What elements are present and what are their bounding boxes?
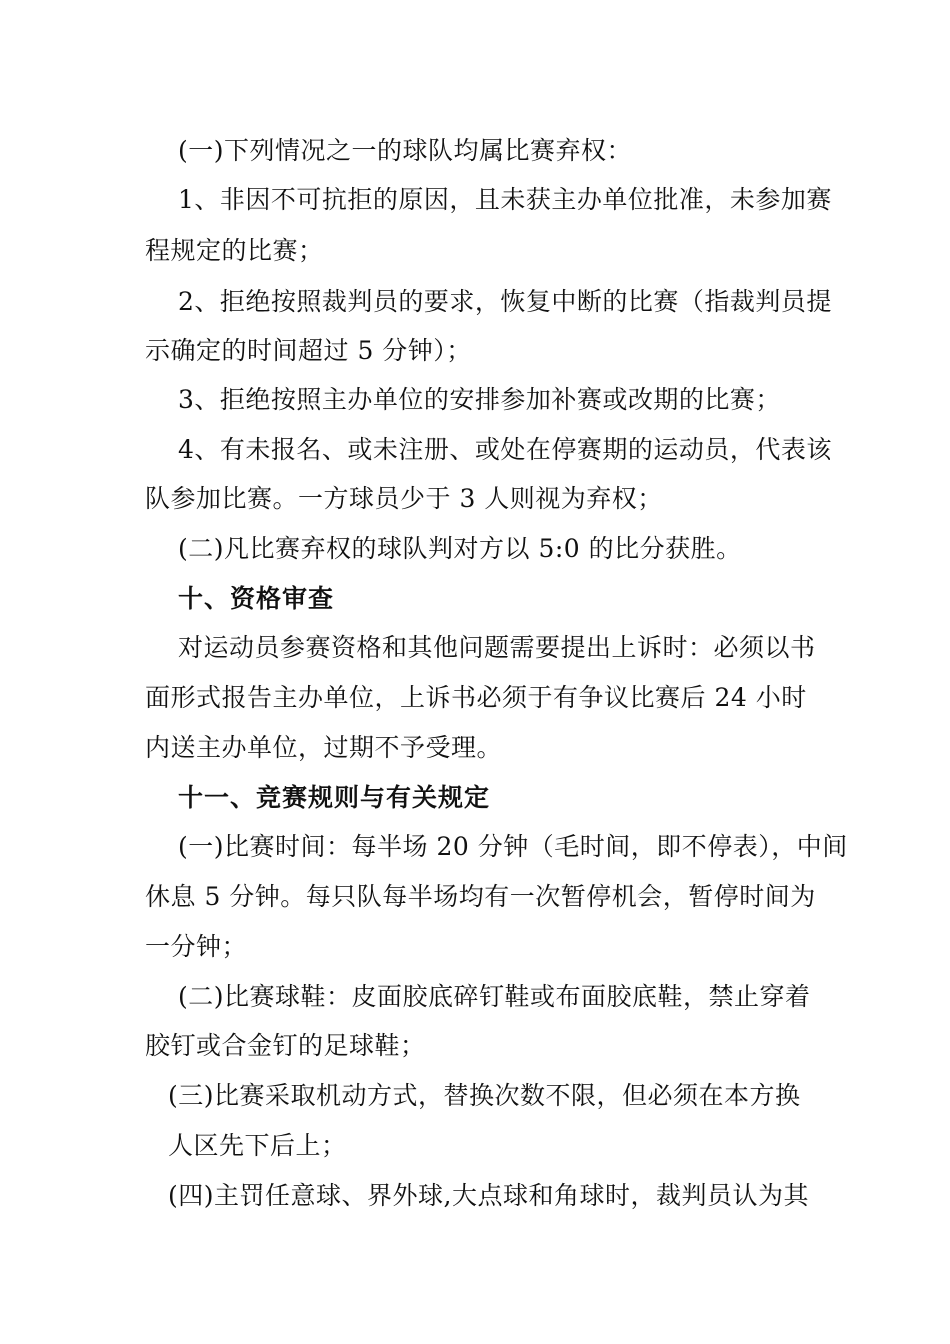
rule-1-cont-2: 一分钟； — [145, 932, 248, 961]
section-10-para-2: 面形式报告主办单位，上诉书必须于有争议比赛后 24 小时 — [145, 683, 807, 712]
section-11-heading: 十一、竞赛规则与有关规定 — [178, 783, 491, 812]
section-10-para-3: 内送主办单位，过期不予受理。 — [145, 733, 503, 762]
rule-1: (一)比赛时间：每半场 20 分钟（毛时间，即不停表），中间 — [178, 832, 848, 861]
clause-1-item-1: 1、非因不可抗拒的原因，且未获主办单位批准，未参加赛 — [178, 185, 832, 214]
rule-2: (二)比赛球鞋：皮面胶底碎钉鞋或布面胶底鞋，禁止穿着 — [178, 982, 811, 1011]
clause-2: (二)凡比赛弃权的球队判对方以 5:0 的比分获胜。 — [178, 534, 742, 563]
clause-1-heading: (一)下列情况之一的球队均属比赛弃权： — [178, 136, 633, 165]
clause-1-item-3: 3、拒绝按照主办单位的安排参加补赛或改期的比赛； — [178, 385, 781, 414]
clause-1-item-4-cont: 队参加比赛。一方球员少于 3 人则视为弃权； — [145, 484, 663, 513]
rule-2-cont: 胶钉或合金钉的足球鞋； — [145, 1031, 426, 1060]
clause-1-item-4: 4、有未报名、或未注册、或处在停赛期的运动员，代表该 — [178, 435, 832, 464]
rule-1-cont-1: 休息 5 分钟。每只队每半场均有一次暂停机会，暂停时间为 — [145, 882, 816, 911]
clause-1-item-2: 2、拒绝按照裁判员的要求，恢复中断的比赛（指裁判员提 — [178, 287, 832, 316]
rule-3: (三)比赛采取机动方式，替换次数不限，但必须在本方换 — [168, 1081, 801, 1110]
clause-1-item-1-cont: 程规定的比赛； — [145, 236, 324, 265]
clause-1-item-2-cont: 示确定的时间超过 5 分钟）； — [145, 336, 472, 365]
rule-4: (四)主罚任意球、界外球,大点球和角球时，裁判员认为其 — [168, 1181, 809, 1210]
rule-3-cont: 人区先下后上； — [168, 1131, 347, 1160]
section-10-heading: 十、资格审查 — [178, 584, 335, 613]
section-10-para-1: 对运动员参赛资格和其他问题需要提出上诉时：必须以书 — [178, 633, 816, 662]
